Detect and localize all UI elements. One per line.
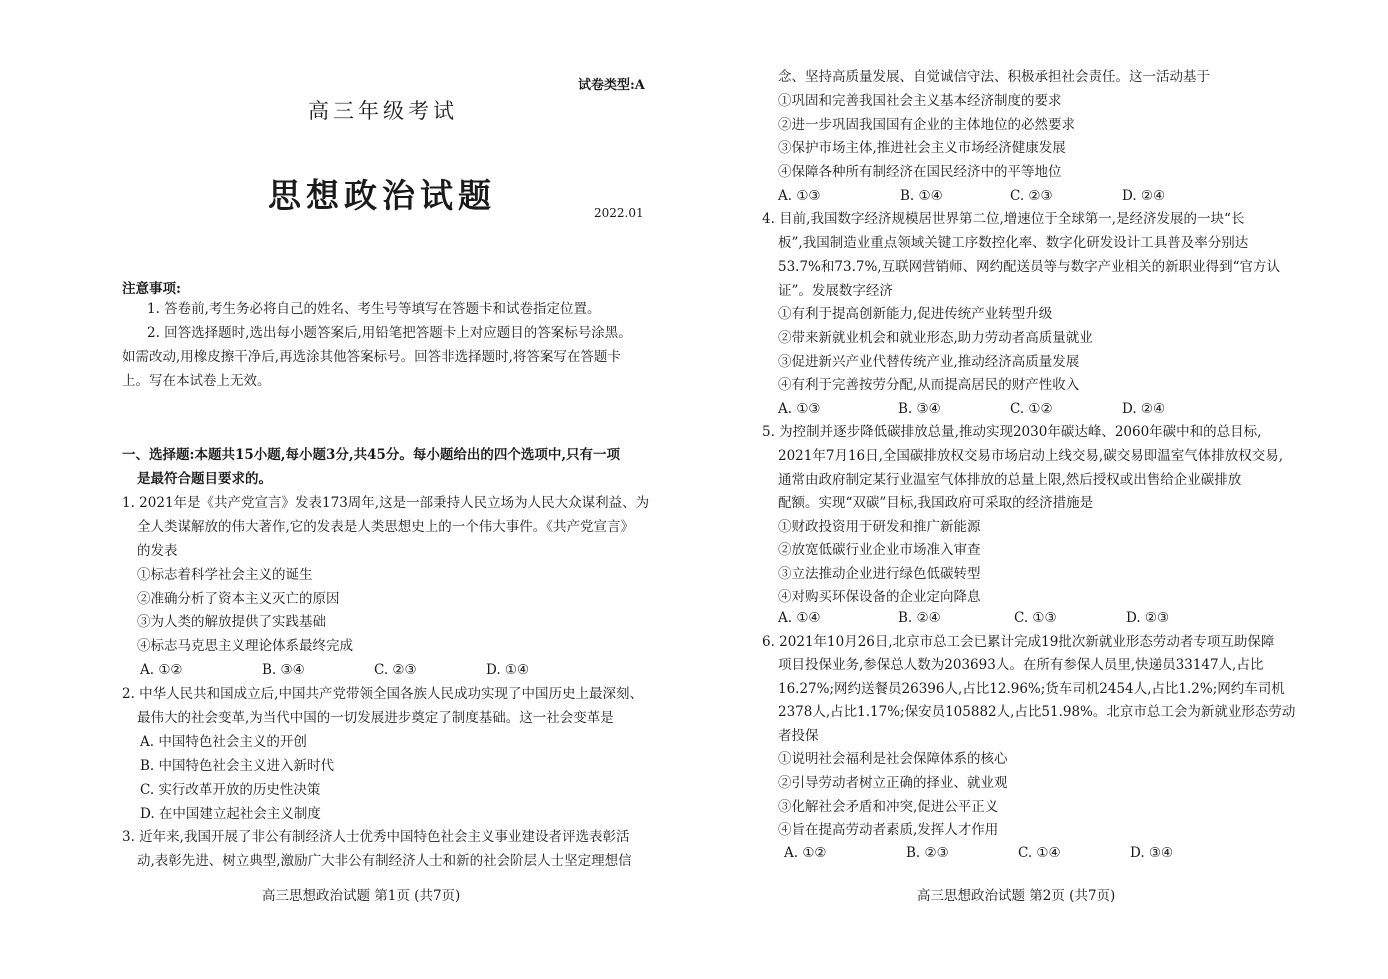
option-d[interactable]: D. ②④ xyxy=(1122,401,1166,417)
question-stem-line: 板”,我国制造业重点领域关键工序数控化率、数字化研发设计工具普及率分别达 xyxy=(778,235,1249,251)
statement-item: ②引导劳动者树立正确的择业、就业观 xyxy=(778,775,1008,791)
option-c[interactable]: C. ②③ xyxy=(374,662,417,678)
question-stem-line: 53.7%和73.7%,互联网营销师、网约配送员等与数字产业相关的新职业得到“官方认 xyxy=(778,259,1280,275)
option-a[interactable]: A. ①③ xyxy=(778,401,821,417)
question-stem-line: 配额。实现“双碳”目标,我国政府可采取的经济措施是 xyxy=(778,495,1094,511)
statement-item: ③化解社会矛盾和冲突,促进公平正义 xyxy=(778,799,999,815)
section-heading-cont: 是最符合题目要求的。 xyxy=(137,471,272,487)
section-heading: 一、选择题:本题共15小题,每小题3分,共45分。每小题给出的四个选项中,只有一项 xyxy=(122,447,621,463)
exam-title: 思想政治试题 xyxy=(268,176,496,215)
answer-options xyxy=(140,659,660,682)
question-stem-line: 4. 目前,我国数字经济规模居世界第二位,增速位于全球第一,是经济发展的一块“长 xyxy=(762,211,1245,227)
option-d[interactable]: D. ①④ xyxy=(486,662,530,678)
statement-item: ③为人类的解放提供了实践基础 xyxy=(137,614,326,630)
option-a[interactable]: A. 中国特色社会主义的开创 xyxy=(140,734,307,750)
question-stem-line: 6. 2021年10月26日,北京市总工会已累计完成19批次新就业形态劳动者专项互助保障 xyxy=(762,634,1275,650)
option-b[interactable]: B. ③④ xyxy=(262,662,305,678)
option-c[interactable]: C. ②③ xyxy=(1010,188,1053,204)
question-stem-line: 证”。发展数字经济 xyxy=(778,283,893,299)
statement-item: ④保障各种所有制经济在国民经济中的平等地位 xyxy=(778,164,1062,180)
exam-subtitle: 高三年级考试 xyxy=(308,99,458,123)
question-stem-line: 全人类谋解放的伟大著作,它的发表是人类思想史上的一个伟大事件。《共产党宣言》 xyxy=(137,519,635,535)
question-stem-line: 16.27%;网约送餐员26396人,占比12.96%;货车司机2454人,占比1.2%;网约车司机 xyxy=(778,681,1285,697)
statement-item: ①有利于提高创新能力,促进传统产业转型升级 xyxy=(778,306,1053,322)
option-d[interactable]: D. ②④ xyxy=(1122,188,1166,204)
question-stem-line: 2. 中华人民共和国成立后,中国共产党带领全国各族人民成功实现了中国历史上最深刻、 xyxy=(122,686,643,702)
statement-item: ④对购买环保设备的企业定向降息 xyxy=(778,589,981,605)
page-footer: 高三思想政治试题 第2页 (共7页) xyxy=(917,888,1116,904)
option-d[interactable]: D. ③④ xyxy=(1130,845,1174,861)
exam-date: 2022.01 xyxy=(594,206,644,220)
note-line: 上。写在本试卷上无效。 xyxy=(122,373,271,389)
option-a[interactable]: A. ①② xyxy=(140,662,183,678)
question-stem-line: 项目投保业务,参保总人数为203693人。在所有参保人员里,快递员33147人,占比 xyxy=(778,657,1264,673)
option-a[interactable]: A. ①④ xyxy=(778,610,821,626)
question-stem-line: 者投保 xyxy=(778,728,819,744)
paper-type-label: 试卷类型:A xyxy=(578,78,645,93)
question-stem-line: 3. 近年来,我国开展了非公有制经济人士优秀中国特色社会主义事业建设者评选表彰活 xyxy=(122,829,630,845)
question-stem-line: 动,表彰先进、树立典型,激励广大非公有制经济人士和新的社会阶层人士坚定理想信 xyxy=(137,853,632,869)
statement-item: ④标志马克思主义理论体系最终完成 xyxy=(137,638,353,654)
page-footer: 高三思想政治试题 第1页 (共7页) xyxy=(262,888,461,904)
option-b[interactable]: B. 中国特色社会主义进入新时代 xyxy=(140,758,335,774)
exam-page-2 xyxy=(694,0,1388,979)
option-b[interactable]: B. ③④ xyxy=(898,401,941,417)
statement-item: ②带来新就业机会和就业形态,助力劳动者高质量就业 xyxy=(778,330,1093,346)
question-stem-line: 通常由政府制定某行业温室气体排放的总量上限,然后授权或出售给企业碳排放 xyxy=(778,472,1242,488)
notes-title: 注意事项: xyxy=(122,281,181,297)
option-b[interactable]: B. ①④ xyxy=(900,188,943,204)
question-stem-line: 念、坚持高质量发展、自觉诚信守法、积极承担社会责任。这一活动基于 xyxy=(778,69,1210,85)
statement-item: ②准确分析了资本主义灭亡的原因 xyxy=(137,591,340,607)
statement-item: ①说明社会福利是社会保障体系的核心 xyxy=(778,751,1008,767)
option-b[interactable]: B. ②③ xyxy=(906,845,949,861)
statement-item: ①财政投资用于研发和推广新能源 xyxy=(778,519,981,535)
note-line: 1. 答卷前,考生务必将自己的姓名、考生号等填写在答题卡和试卷指定位置。 xyxy=(147,301,601,317)
statement-item: ③促进新兴产业代替传统产业,推动经济高质量发展 xyxy=(778,354,1080,370)
answer-options xyxy=(784,842,1304,865)
statement-item: ②放宽低碳行业企业市场准入审查 xyxy=(778,542,981,558)
statement-item: ②进一步巩固我国国有企业的主体地位的必然要求 xyxy=(778,117,1075,133)
answer-options xyxy=(778,607,1298,630)
statement-item: ③保护市场主体,推进社会主义市场经济健康发展 xyxy=(778,140,1066,156)
option-c[interactable]: C. ①④ xyxy=(1018,845,1061,861)
question-stem-line: 2378人,占比1.17%;保安员105882人,占比51.98%。北京市总工会为新就业形态劳动 xyxy=(778,704,1296,720)
question-stem-line: 2021年7月16日,全国碳排放权交易市场启动上线交易,碳交易即温室气体排放权交易, xyxy=(778,448,1283,464)
question-stem-line: 1. 2021年是《共产党宣言》发表173周年,这是一部秉持人民立场为人民大众谋利益、为 xyxy=(122,495,650,511)
note-line: 2. 回答选择题时,选出每小题答案后,用铅笔把答题卡上对应题目的答案标号涂黑。 xyxy=(147,325,632,341)
statement-item: ④旨在提高劳动者素质,发挥人才作用 xyxy=(778,822,999,838)
question-stem-line: 最伟大的社会变革,为当代中国的一切发展进步奠定了制度基础。这一社会变革是 xyxy=(137,710,614,726)
statement-item: ④有利于完善按劳分配,从而提高居民的财产性收入 xyxy=(778,377,1080,393)
option-a[interactable]: A. ①② xyxy=(784,845,827,861)
question-stem-line: 的发表 xyxy=(137,543,178,559)
option-d[interactable]: D. 在中国建立起社会主义制度 xyxy=(140,806,321,822)
option-a[interactable]: A. ①③ xyxy=(778,188,821,204)
option-c[interactable]: C. 实行改革开放的历史性决策 xyxy=(140,782,321,798)
note-line: 如需改动,用橡皮擦干净后,再选涂其他答案标号。回答非选择题时,将答案写在答题卡 xyxy=(122,349,621,365)
statement-item: ①标志着科学社会主义的诞生 xyxy=(137,567,313,583)
option-d[interactable]: D. ②③ xyxy=(1126,610,1170,626)
option-b[interactable]: B. ②④ xyxy=(898,610,941,626)
statement-item: ①巩固和完善我国社会主义基本经济制度的要求 xyxy=(778,93,1062,109)
answer-options xyxy=(778,185,1298,208)
option-c[interactable]: C. ①② xyxy=(1010,401,1053,417)
answer-options xyxy=(778,398,1298,421)
question-stem-line: 5. 为控制并逐步降低碳排放总量,推动实现2030年碳达峰、2060年碳中和的总目标, xyxy=(762,424,1262,440)
statement-item: ③立法推动企业进行绿色低碳转型 xyxy=(778,566,981,582)
option-c[interactable]: C. ①③ xyxy=(1014,610,1057,626)
